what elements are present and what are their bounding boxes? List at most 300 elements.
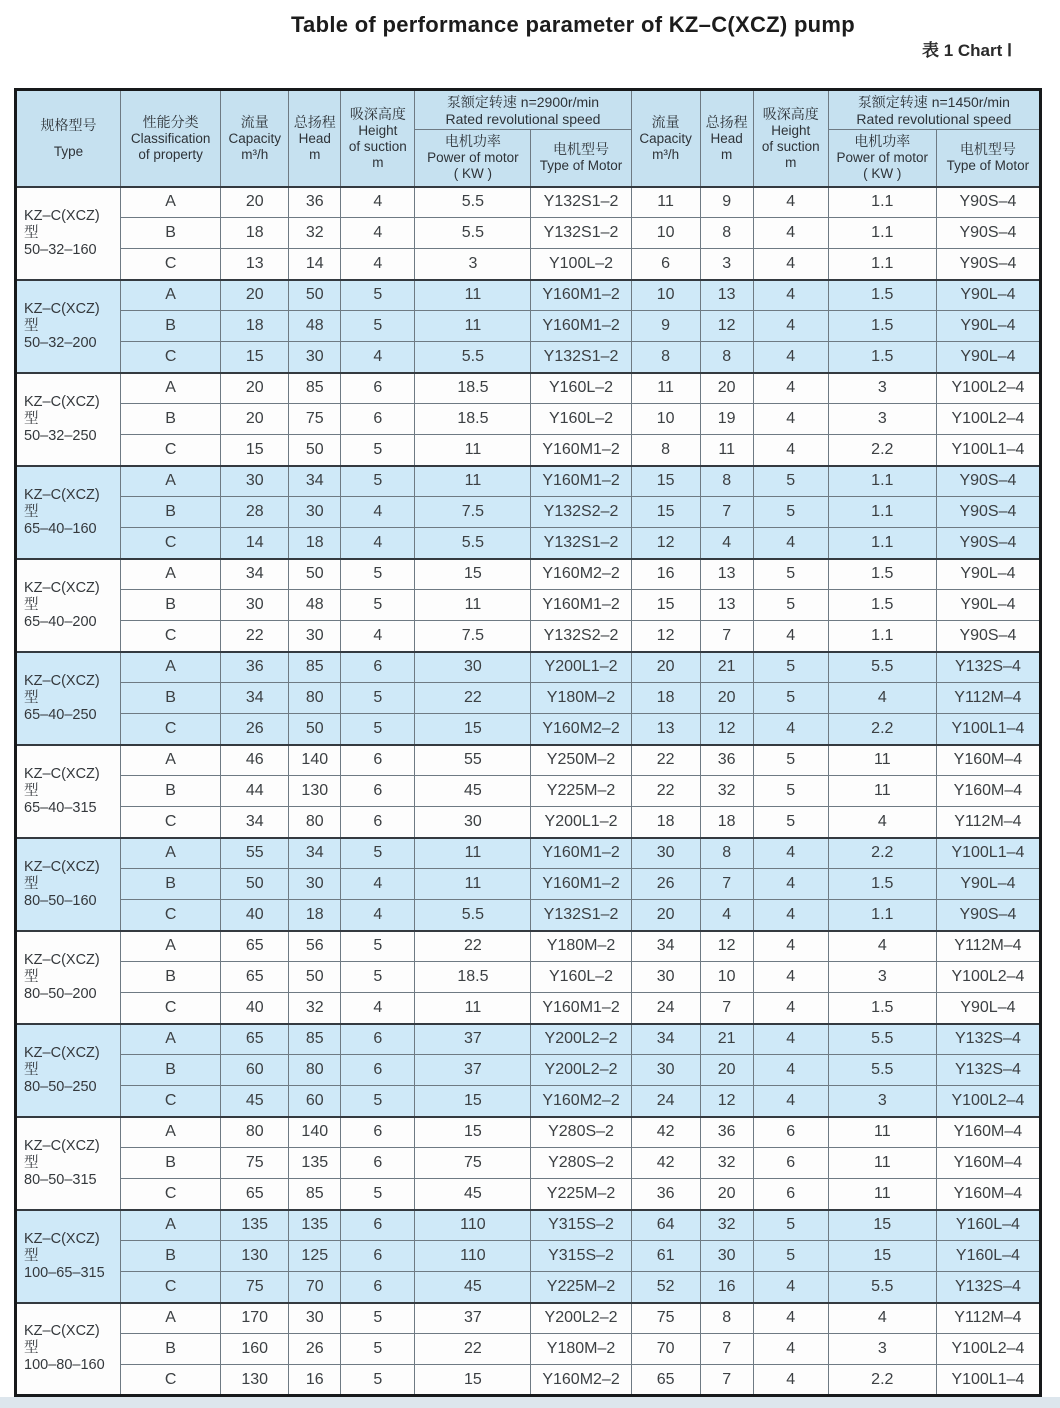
head-2900-cell: 50: [289, 559, 341, 590]
suction-2900-cell: 5: [341, 714, 415, 745]
table-row: [16, 838, 1041, 869]
power-2900-cell: 5.5: [415, 900, 531, 931]
power-2900-cell: 18.5: [415, 373, 531, 404]
col-header-speed-1450: [828, 90, 1040, 130]
motor-2900-cell: Y160L–2: [531, 404, 631, 435]
capacity-2900-cell: 45: [221, 1086, 289, 1117]
motor-1450-cell: Y160L–4: [936, 1210, 1040, 1241]
head-2900-cell: 56: [289, 931, 341, 962]
pump-type-cell: [16, 745, 121, 838]
suction-2900-cell: 6: [341, 807, 415, 838]
motor-2900-cell: Y180M–2: [531, 1334, 631, 1365]
power-1450-cell: 2.2: [828, 435, 936, 466]
power-2900-cell: 110: [415, 1241, 531, 1272]
motor-1450-cell: Y90S–4: [936, 528, 1040, 559]
head-1450-cell: 21: [700, 652, 753, 683]
motor-2900-cell: Y160L–2: [531, 962, 631, 993]
suction-1450-cell: 6: [753, 1117, 828, 1148]
table-row: [16, 187, 1041, 218]
suction-2900-cell: 5: [341, 683, 415, 714]
power-2900-cell: 45: [415, 1272, 531, 1303]
suction-2900-cell: 6: [341, 1241, 415, 1272]
table-row: [16, 280, 1041, 311]
motor-1450-cell: Y100L2–4: [936, 1334, 1040, 1365]
table-row: [16, 528, 1041, 559]
power-2900-cell: 75: [415, 1148, 531, 1179]
table-row: [16, 435, 1041, 466]
capacity-1450-cell: 36: [631, 1179, 700, 1210]
suction-2900-cell: 5: [341, 280, 415, 311]
head-2900-cell: 70: [289, 1272, 341, 1303]
power-2900-cell: 18.5: [415, 962, 531, 993]
capacity-2900-cell: 20: [221, 404, 289, 435]
capacity-2900-cell: 20: [221, 373, 289, 404]
head-1450-cell: 12: [700, 714, 753, 745]
suction-2900-cell: 5: [341, 466, 415, 497]
head-1450-cell: 9: [700, 187, 753, 218]
head-2900-cell: 80: [289, 807, 341, 838]
classification-cell: B: [121, 590, 221, 621]
power-1450-cell: 11: [828, 1179, 936, 1210]
col-header-capacity-zh: 流量: [651, 113, 680, 130]
col-header-motor-en: Type of Motor: [539, 158, 623, 174]
motor-1450-cell: Y112M–4: [936, 807, 1040, 838]
suction-1450-cell: 5: [753, 745, 828, 776]
col-header-capacity-en: Capacity: [228, 130, 281, 146]
col-header-power-en: Power of motor: [836, 150, 929, 166]
pump-type-cell: [16, 652, 121, 745]
col-header-speed-2900: [415, 90, 631, 130]
pump-series-label: KZ–C(XCZ) 型: [24, 486, 100, 520]
col-header-speed-2900-en: Rated revolutional speed: [445, 110, 601, 127]
pump-model-label: 50–32–250: [24, 427, 97, 444]
power-1450-cell: 15: [828, 1210, 936, 1241]
motor-1450-cell: Y90L–4: [936, 590, 1040, 621]
motor-1450-cell: Y100L1–4: [936, 1365, 1040, 1396]
classification-cell: C: [121, 249, 221, 280]
motor-1450-cell: Y90S–4: [936, 187, 1040, 218]
motor-1450-cell: Y160M–4: [936, 1117, 1040, 1148]
capacity-2900-cell: 40: [221, 993, 289, 1024]
suction-2900-cell: 4: [341, 249, 415, 280]
capacity-1450-cell: 20: [631, 652, 700, 683]
suction-2900-cell: 5: [341, 931, 415, 962]
head-1450-cell: 20: [700, 1055, 753, 1086]
table-row: [16, 1365, 1041, 1396]
suction-1450-cell: 6: [753, 1179, 828, 1210]
col-header-suction-1450: [753, 90, 828, 187]
motor-2900-cell: Y132S1–2: [531, 528, 631, 559]
suction-2900-cell: 5: [341, 1365, 415, 1396]
table-row: [16, 1179, 1041, 1210]
power-1450-cell: 1.5: [828, 993, 936, 1024]
capacity-1450-cell: 18: [631, 683, 700, 714]
motor-2900-cell: Y160M1–2: [531, 838, 631, 869]
col-header-type-en: Type: [53, 143, 84, 159]
motor-1450-cell: Y90S–4: [936, 900, 1040, 931]
power-1450-cell: 4: [828, 683, 936, 714]
head-1450-cell: 12: [700, 311, 753, 342]
classification-cell: B: [121, 962, 221, 993]
pump-model-label: 80–50–250: [24, 1078, 97, 1095]
capacity-1450-cell: 20: [631, 900, 700, 931]
table-row: [16, 218, 1041, 249]
capacity-2900-cell: 60: [221, 1055, 289, 1086]
head-2900-cell: 130: [289, 776, 341, 807]
power-2900-cell: 3: [415, 249, 531, 280]
head-2900-cell: 48: [289, 311, 341, 342]
power-2900-cell: 15: [415, 559, 531, 590]
power-2900-cell: 5.5: [415, 528, 531, 559]
classification-cell: C: [121, 900, 221, 931]
capacity-1450-cell: 8: [631, 342, 700, 373]
classification-cell: A: [121, 1024, 221, 1055]
head-2900-cell: 14: [289, 249, 341, 280]
head-2900-cell: 80: [289, 1055, 341, 1086]
suction-2900-cell: 6: [341, 1210, 415, 1241]
suction-2900-cell: 4: [341, 869, 415, 900]
motor-1450-cell: Y160M–4: [936, 1179, 1040, 1210]
col-header-head-zh: 总扬程: [293, 113, 336, 130]
capacity-2900-cell: 40: [221, 900, 289, 931]
table-row: [16, 342, 1041, 373]
motor-2900-cell: Y160M2–2: [531, 1365, 631, 1396]
col-header-capacity-2900: [221, 90, 289, 187]
table-row: [16, 1024, 1041, 1055]
power-2900-cell: 11: [415, 869, 531, 900]
capacity-2900-cell: 65: [221, 1179, 289, 1210]
classification-cell: A: [121, 373, 221, 404]
bottom-strip: [0, 1397, 1060, 1408]
classification-cell: A: [121, 559, 221, 590]
suction-1450-cell: 5: [753, 652, 828, 683]
capacity-1450-cell: 24: [631, 993, 700, 1024]
suction-2900-cell: 5: [341, 311, 415, 342]
pump-type-cell: [16, 931, 121, 1024]
capacity-2900-cell: 18: [221, 311, 289, 342]
head-2900-cell: 50: [289, 962, 341, 993]
head-1450-cell: 7: [700, 869, 753, 900]
col-header-suction-en2: of suction: [761, 138, 820, 154]
capacity-1450-cell: 15: [631, 590, 700, 621]
table-row: [16, 404, 1041, 435]
capacity-1450-cell: 22: [631, 776, 700, 807]
suction-1450-cell: 5: [753, 1210, 828, 1241]
power-1450-cell: 1.5: [828, 590, 936, 621]
motor-2900-cell: Y160M1–2: [531, 280, 631, 311]
suction-1450-cell: 5: [753, 559, 828, 590]
suction-1450-cell: 4: [753, 1086, 828, 1117]
capacity-1450-cell: 24: [631, 1086, 700, 1117]
head-2900-cell: 30: [289, 1303, 341, 1334]
table-row: [16, 993, 1041, 1024]
suction-1450-cell: 5: [753, 807, 828, 838]
capacity-2900-cell: 170: [221, 1303, 289, 1334]
power-2900-cell: 37: [415, 1055, 531, 1086]
classification-cell: B: [121, 776, 221, 807]
table-row: [16, 652, 1041, 683]
suction-1450-cell: 5: [753, 466, 828, 497]
power-2900-cell: 15: [415, 1117, 531, 1148]
table-row: [16, 900, 1041, 931]
capacity-1450-cell: 10: [631, 280, 700, 311]
suction-1450-cell: 4: [753, 218, 828, 249]
head-1450-cell: 13: [700, 590, 753, 621]
head-2900-cell: 32: [289, 218, 341, 249]
head-2900-cell: 18: [289, 900, 341, 931]
power-2900-cell: 11: [415, 311, 531, 342]
suction-2900-cell: 5: [341, 590, 415, 621]
capacity-2900-cell: 65: [221, 931, 289, 962]
power-2900-cell: 37: [415, 1303, 531, 1334]
head-2900-cell: 18: [289, 528, 341, 559]
pump-series-label: KZ–C(XCZ) 型: [24, 765, 100, 799]
motor-1450-cell: Y90S–4: [936, 497, 1040, 528]
col-header-power-unit: ( KW ): [863, 166, 902, 182]
pump-table-body: [16, 187, 1041, 1396]
suction-2900-cell: 5: [341, 838, 415, 869]
motor-2900-cell: Y132S1–2: [531, 187, 631, 218]
power-1450-cell: 3: [828, 373, 936, 404]
col-header-head-zh: 总扬程: [705, 113, 748, 130]
suction-2900-cell: 6: [341, 1272, 415, 1303]
suction-1450-cell: 5: [753, 497, 828, 528]
suction-1450-cell: 4: [753, 931, 828, 962]
classification-cell: C: [121, 1086, 221, 1117]
classification-cell: B: [121, 1241, 221, 1272]
suction-1450-cell: 4: [753, 621, 828, 652]
table-row: [16, 590, 1041, 621]
classification-cell: B: [121, 311, 221, 342]
motor-2900-cell: Y315S–2: [531, 1210, 631, 1241]
power-1450-cell: 1.5: [828, 342, 936, 373]
suction-1450-cell: 4: [753, 280, 828, 311]
head-1450-cell: 7: [700, 993, 753, 1024]
motor-2900-cell: Y200L2–2: [531, 1303, 631, 1334]
capacity-2900-cell: 130: [221, 1365, 289, 1396]
motor-1450-cell: Y90L–4: [936, 280, 1040, 311]
power-2900-cell: 11: [415, 280, 531, 311]
motor-1450-cell: Y160M–4: [936, 1148, 1040, 1179]
capacity-1450-cell: 11: [631, 187, 700, 218]
capacity-1450-cell: 10: [631, 404, 700, 435]
power-2900-cell: 37: [415, 1024, 531, 1055]
motor-2900-cell: Y132S1–2: [531, 900, 631, 931]
suction-1450-cell: 4: [753, 1272, 828, 1303]
suction-1450-cell: 4: [753, 311, 828, 342]
table-row: [16, 1148, 1041, 1179]
power-2900-cell: 45: [415, 776, 531, 807]
pump-model-label: 80–50–160: [24, 892, 97, 909]
col-header-power-2900: [415, 130, 531, 187]
power-2900-cell: 7.5: [415, 497, 531, 528]
col-header-head-unit: m: [721, 146, 733, 162]
table-row: [16, 311, 1041, 342]
pump-type-cell: [16, 187, 121, 280]
col-header-speed-2900-zh: 泵额定转速 n=2900r/min: [446, 93, 600, 110]
col-header-head-1450: [700, 90, 753, 187]
pump-series-label: KZ–C(XCZ) 型: [24, 858, 100, 892]
power-1450-cell: 1.1: [828, 900, 936, 931]
suction-2900-cell: 4: [341, 528, 415, 559]
col-header-suction-unit: m: [372, 154, 384, 170]
power-1450-cell: 1.1: [828, 466, 936, 497]
head-2900-cell: 30: [289, 342, 341, 373]
motor-2900-cell: Y160M2–2: [531, 1086, 631, 1117]
capacity-1450-cell: 64: [631, 1210, 700, 1241]
pump-type-cell: [16, 1024, 121, 1117]
classification-cell: B: [121, 1055, 221, 1086]
power-2900-cell: 22: [415, 683, 531, 714]
pump-model-label: 100–65–315: [24, 1264, 105, 1281]
motor-1450-cell: Y132S–4: [936, 1055, 1040, 1086]
power-1450-cell: 1.5: [828, 869, 936, 900]
table-row: [16, 776, 1041, 807]
head-2900-cell: 140: [289, 1117, 341, 1148]
power-2900-cell: 18.5: [415, 404, 531, 435]
power-2900-cell: 11: [415, 435, 531, 466]
pump-model-label: 65–40–200: [24, 613, 97, 630]
head-1450-cell: 10: [700, 962, 753, 993]
head-1450-cell: 13: [700, 280, 753, 311]
suction-2900-cell: 6: [341, 652, 415, 683]
motor-1450-cell: Y90S–4: [936, 249, 1040, 280]
motor-2900-cell: Y132S2–2: [531, 497, 631, 528]
head-1450-cell: 32: [700, 776, 753, 807]
capacity-1450-cell: 11: [631, 373, 700, 404]
suction-1450-cell: 4: [753, 1055, 828, 1086]
head-1450-cell: 7: [700, 1334, 753, 1365]
motor-1450-cell: Y112M–4: [936, 1303, 1040, 1334]
capacity-1450-cell: 8: [631, 435, 700, 466]
power-2900-cell: 7.5: [415, 621, 531, 652]
pump-type-cell: [16, 1303, 121, 1396]
col-header-suction-unit: m: [785, 154, 797, 170]
power-1450-cell: 5.5: [828, 1272, 936, 1303]
head-1450-cell: 30: [700, 1241, 753, 1272]
col-header-suction-2900: [341, 90, 415, 187]
capacity-1450-cell: 10: [631, 218, 700, 249]
suction-2900-cell: 4: [341, 993, 415, 1024]
capacity-1450-cell: 22: [631, 745, 700, 776]
motor-2900-cell: Y200L1–2: [531, 652, 631, 683]
head-1450-cell: 18: [700, 807, 753, 838]
head-2900-cell: 34: [289, 466, 341, 497]
capacity-1450-cell: 30: [631, 1055, 700, 1086]
motor-1450-cell: Y90L–4: [936, 869, 1040, 900]
motor-2900-cell: Y132S1–2: [531, 342, 631, 373]
power-1450-cell: 1.5: [828, 280, 936, 311]
motor-1450-cell: Y90L–4: [936, 993, 1040, 1024]
capacity-2900-cell: 34: [221, 683, 289, 714]
capacity-2900-cell: 44: [221, 776, 289, 807]
head-2900-cell: 50: [289, 280, 341, 311]
head-2900-cell: 80: [289, 683, 341, 714]
col-header-classification: [121, 90, 221, 187]
head-1450-cell: 8: [700, 838, 753, 869]
table-row: [16, 373, 1041, 404]
capacity-1450-cell: 34: [631, 1024, 700, 1055]
col-header-motor-zh: 电机型号: [553, 141, 610, 158]
suction-2900-cell: 5: [341, 1179, 415, 1210]
head-1450-cell: 4: [700, 900, 753, 931]
motor-1450-cell: Y100L2–4: [936, 1086, 1040, 1117]
table-row: [16, 683, 1041, 714]
motor-1450-cell: Y112M–4: [936, 931, 1040, 962]
capacity-2900-cell: 13: [221, 249, 289, 280]
power-1450-cell: 11: [828, 1148, 936, 1179]
motor-1450-cell: Y100L1–4: [936, 435, 1040, 466]
power-1450-cell: 1.5: [828, 311, 936, 342]
suction-2900-cell: 6: [341, 1024, 415, 1055]
head-1450-cell: 11: [700, 435, 753, 466]
suction-1450-cell: 4: [753, 1303, 828, 1334]
classification-cell: A: [121, 187, 221, 218]
capacity-2900-cell: 75: [221, 1148, 289, 1179]
capacity-1450-cell: 34: [631, 931, 700, 962]
col-header-head-en: Head: [710, 130, 743, 146]
suction-2900-cell: 5: [341, 559, 415, 590]
motor-2900-cell: Y200L1–2: [531, 807, 631, 838]
col-header-capacity-zh: 流量: [240, 113, 269, 130]
motor-2900-cell: Y160M1–2: [531, 993, 631, 1024]
col-header-power-zh: 电机功率: [854, 133, 911, 150]
pump-series-label: KZ–C(XCZ) 型: [24, 672, 100, 706]
head-2900-cell: 85: [289, 1179, 341, 1210]
col-header-suction-en1: Height: [358, 122, 398, 138]
pump-type-cell: [16, 838, 121, 931]
capacity-2900-cell: 135: [221, 1210, 289, 1241]
power-1450-cell: 4: [828, 1303, 936, 1334]
table-row: [16, 621, 1041, 652]
col-header-head-2900: [289, 90, 341, 187]
pump-type-cell: [16, 373, 121, 466]
motor-1450-cell: Y90L–4: [936, 342, 1040, 373]
suction-1450-cell: 4: [753, 1334, 828, 1365]
head-1450-cell: 16: [700, 1272, 753, 1303]
head-1450-cell: 36: [700, 1117, 753, 1148]
suction-1450-cell: 5: [753, 590, 828, 621]
motor-2900-cell: Y132S1–2: [531, 218, 631, 249]
col-header-capacity-unit: m³/h: [241, 146, 269, 162]
table-row: [16, 497, 1041, 528]
power-1450-cell: 1.1: [828, 497, 936, 528]
col-header-capacity-unit: m³/h: [652, 146, 680, 162]
pump-series-label: KZ–C(XCZ) 型: [24, 393, 100, 427]
suction-1450-cell: 5: [753, 1241, 828, 1272]
power-1450-cell: 11: [828, 1117, 936, 1148]
power-2900-cell: 110: [415, 1210, 531, 1241]
suction-2900-cell: 5: [341, 1086, 415, 1117]
capacity-2900-cell: 130: [221, 1241, 289, 1272]
col-header-suction-zh: 吸深高度: [762, 105, 819, 122]
power-1450-cell: 1.1: [828, 528, 936, 559]
suction-1450-cell: 4: [753, 993, 828, 1024]
suction-1450-cell: 4: [753, 869, 828, 900]
pump-model-label: 80–50–200: [24, 985, 97, 1002]
power-1450-cell: 5.5: [828, 1055, 936, 1086]
head-2900-cell: 135: [289, 1210, 341, 1241]
power-2900-cell: 15: [415, 1365, 531, 1396]
power-2900-cell: 11: [415, 590, 531, 621]
power-1450-cell: 3: [828, 404, 936, 435]
pump-series-label: KZ–C(XCZ) 型: [24, 951, 100, 985]
table-row: [16, 745, 1041, 776]
power-1450-cell: 1.1: [828, 249, 936, 280]
classification-cell: C: [121, 714, 221, 745]
suction-1450-cell: 4: [753, 838, 828, 869]
suction-2900-cell: 6: [341, 745, 415, 776]
